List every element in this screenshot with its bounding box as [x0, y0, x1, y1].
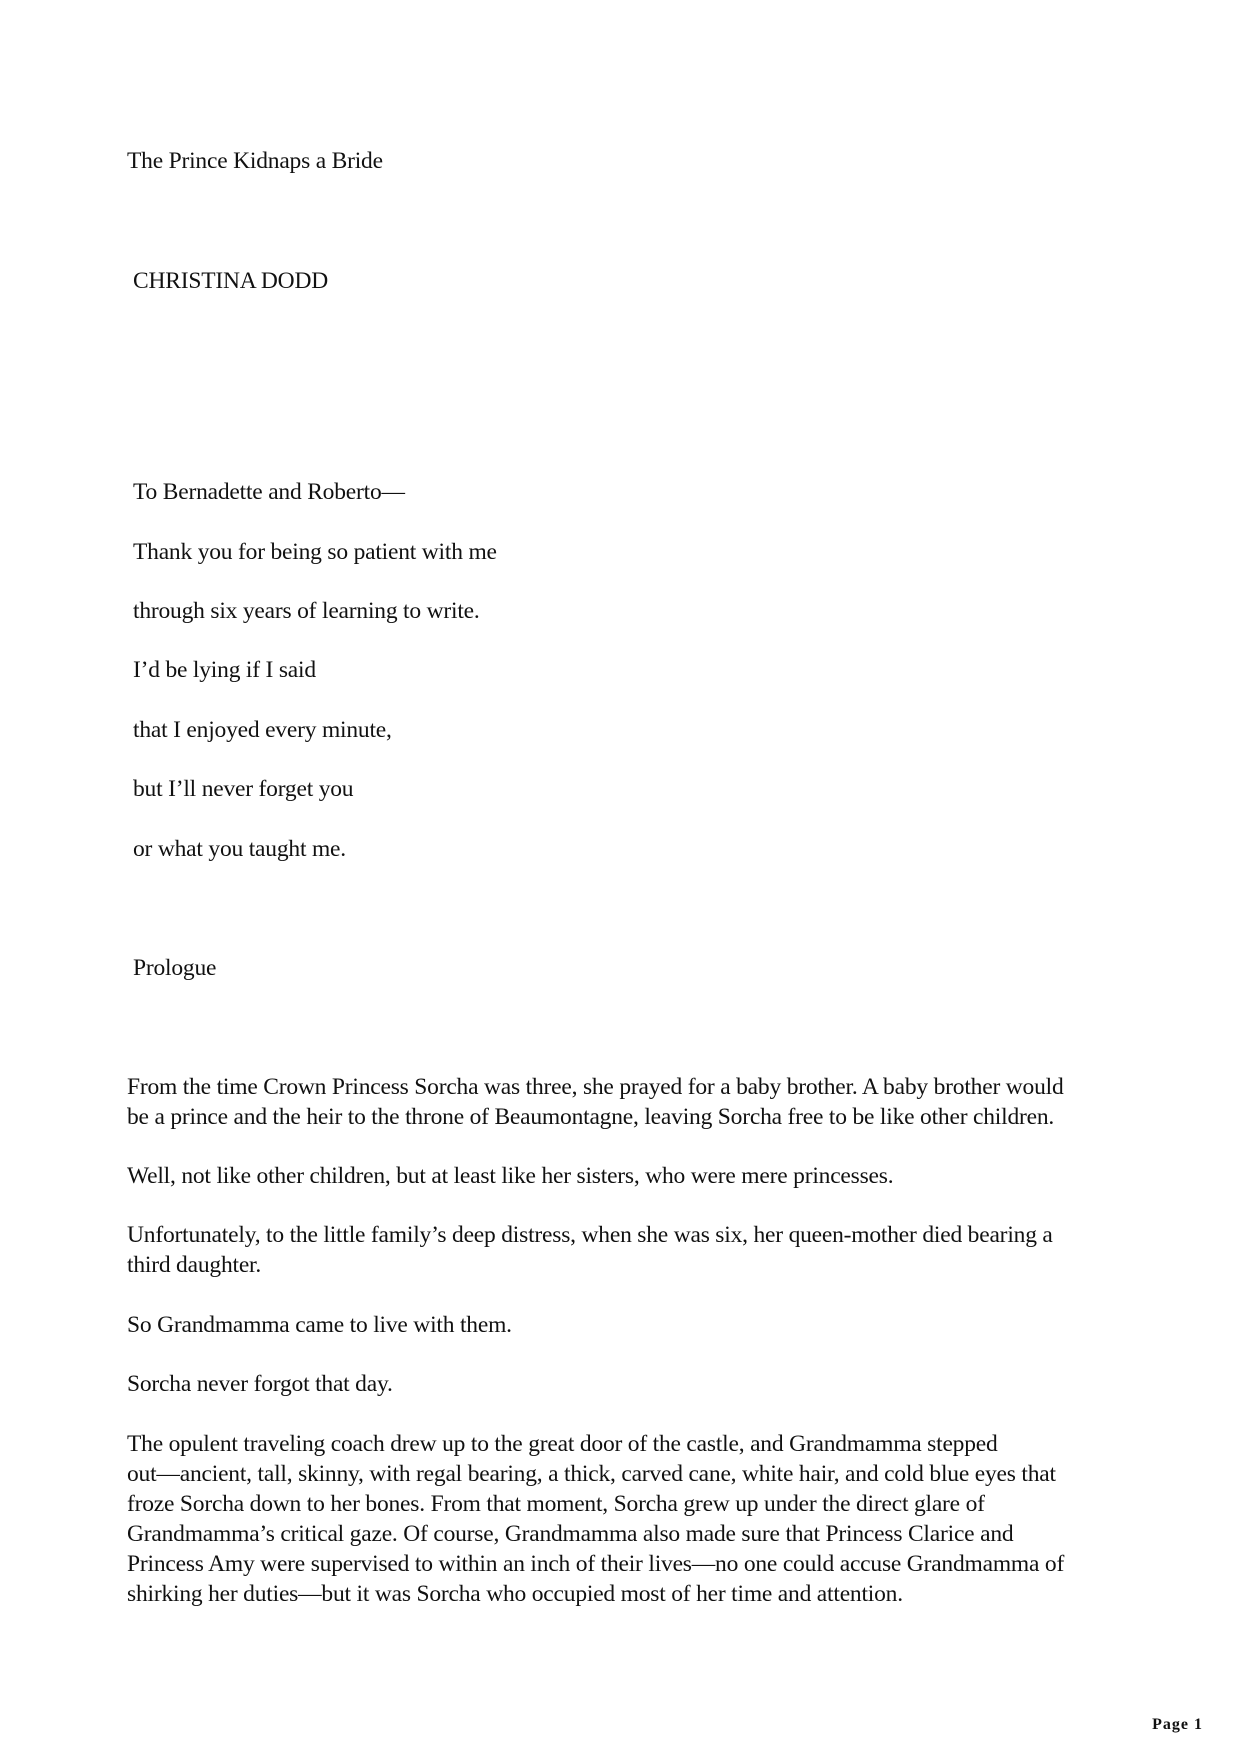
- paragraph-line: The opulent traveling coach drew up to the great door of the castle, and Grandmamma stepped: [127, 1431, 998, 1457]
- paragraph-line: Well, not like other children, but at least like her sisters, who were mere princesses.: [127, 1163, 894, 1189]
- dedication-line: that I enjoyed every minute,: [133, 717, 392, 743]
- paragraph: [127, 1369, 1127, 1399]
- paragraph: [127, 1429, 1127, 1609]
- paragraph-line: Princess Amy were supervised to within an inch of their lives—no one could accuse Grandmamma of: [127, 1551, 1065, 1577]
- paragraph: [127, 1072, 1127, 1132]
- paragraph-line: Sorcha never forgot that day.: [127, 1371, 393, 1397]
- dedication-line: but I’ll never forget you: [133, 776, 354, 802]
- paragraph-line: shirking her duties—but it was Sorcha who occupied most of her time and attention.: [127, 1581, 903, 1607]
- section-heading: Prologue: [133, 955, 217, 981]
- paragraph-line: Unfortunately, to the little family’s deep distress, when she was six, her queen-mother died bearing a: [127, 1222, 1053, 1248]
- paragraph: [127, 1310, 1127, 1340]
- dedication-line: or what you taught me.: [133, 836, 346, 862]
- book-title: The Prince Kidnaps a Bride: [127, 148, 383, 174]
- paragraph-line: From the time Crown Princess Sorcha was three, she prayed for a baby brother. A baby brother would: [127, 1074, 1064, 1100]
- paragraph-line: Grandmamma’s critical gaze. Of course, Grandmamma also made sure that Princess Clarice and: [127, 1521, 1014, 1547]
- paragraph: [127, 1220, 1127, 1280]
- dedication-line: To Bernadette and Roberto—: [133, 479, 405, 505]
- dedication-line: I’d be lying if I said: [133, 657, 316, 683]
- paragraph-line: So Grandmamma came to live with them.: [127, 1312, 512, 1338]
- page-number: Page 1: [1152, 1716, 1203, 1733]
- paragraph-line: out—ancient, tall, skinny, with regal bearing, a thick, carved cane, white hair, and cold blue eyes that: [127, 1461, 1056, 1487]
- dedication-line: Thank you for being so patient with me: [133, 539, 497, 565]
- paragraph-line: froze Sorcha down to her bones. From that moment, Sorcha grew up under the direct glare of: [127, 1491, 985, 1517]
- paragraph-line: third daughter.: [127, 1252, 262, 1278]
- paragraph-line: be a prince and the heir to the throne of Beaumontagne, leaving Sorcha free to be like other children.: [127, 1104, 1055, 1130]
- author-name: CHRISTINA DODD: [133, 268, 328, 294]
- dedication-line: through six years of learning to write.: [133, 598, 480, 624]
- paragraph: [127, 1161, 1127, 1191]
